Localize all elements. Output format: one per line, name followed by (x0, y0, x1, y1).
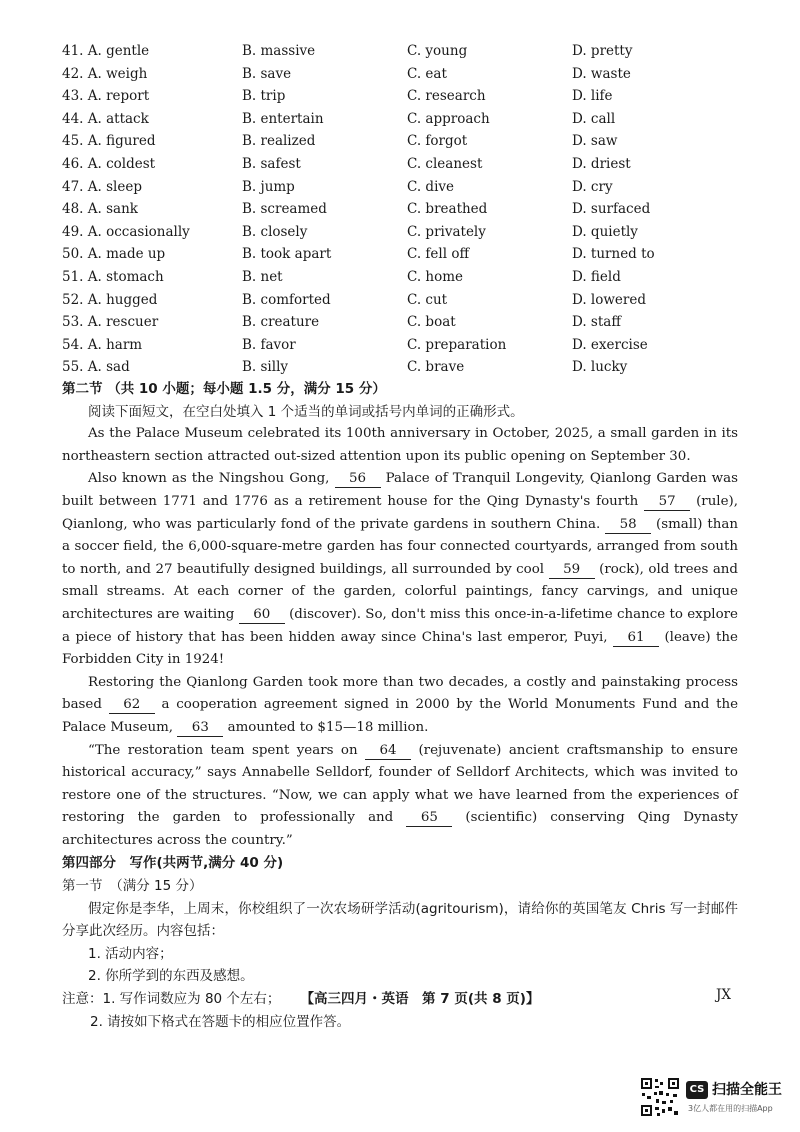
option-c[interactable]: C. cut (407, 291, 448, 308)
option-d[interactable]: D. exercise (572, 336, 648, 353)
option-b[interactable]: B. silly (242, 359, 289, 376)
cs-logo-icon: CS (686, 1081, 708, 1099)
question-row (62, 266, 762, 289)
writing-item-2: 2. 你所学到的东西及感想。 (88, 968, 254, 985)
writing-item-1: 1. 活动内容； (88, 945, 173, 962)
blank-62[interactable]: 62 (109, 697, 155, 714)
blank-63[interactable]: 63 (177, 720, 223, 737)
option-a[interactable]: 50. A. made up (62, 246, 166, 263)
blank-56[interactable]: 56 (335, 471, 381, 488)
section-2-instruction: 阅读下面短文，在空白处填入 1 个适当的单词或括号内单词的正确形式。 (88, 403, 524, 420)
option-a[interactable]: 51. A. stomach (62, 268, 164, 285)
passage-paragraph-2: Also known as the Ningshou Gong, 56 Palace of Tranquil Longevity, Qianlong Garden was built between 1771 and 1776 as a retirement house for the Qing Dynasty's fourth 57 (rule), Qianlong, who was particularly fond of the private gardens in southern China. 58 (small) than a soccer field, the 6,000-square-metre garden has four connected courtyards, arranged from south to north, and 27 beautifully designed buildings, all surrounded by cool 59 (rock), old trees and small streams. At each corner of the garden, colorful paintings, fancy carvings, and unique architectures are waiting 60 (discover). So, don't miss this once-in-a-lifetime chance to explore a piece of history that has been hidden away since China's last emperor, Puyi, 61 (leave) the Forbidden City in 1924! (62, 471, 738, 668)
blank-60[interactable]: 60 (239, 607, 285, 624)
option-d[interactable]: D. driest (572, 155, 631, 172)
question-row (62, 153, 762, 176)
option-d[interactable]: D. waste (572, 65, 631, 82)
option-b[interactable]: B. trip (242, 88, 286, 105)
option-b[interactable]: B. comforted (242, 291, 331, 308)
option-c[interactable]: C. dive (407, 178, 455, 195)
option-c[interactable]: C. breathed (407, 201, 488, 218)
option-b[interactable]: B. entertain (242, 110, 324, 127)
option-d[interactable]: D. lucky (572, 359, 628, 376)
option-b[interactable]: B. net (242, 268, 283, 285)
qr-code-icon (640, 1077, 680, 1117)
option-a[interactable]: 45. A. figured (62, 133, 156, 150)
option-b[interactable]: B. jump (242, 178, 295, 195)
option-d[interactable]: D. pretty (572, 43, 633, 59)
option-c[interactable]: C. research (407, 88, 486, 105)
option-c[interactable]: C. privately (407, 223, 486, 240)
blank-58[interactable]: 58 (605, 517, 651, 534)
option-b[interactable]: B. realized (242, 133, 316, 150)
blank-64[interactable]: 64 (365, 743, 411, 760)
option-a[interactable]: 47. A. sleep (62, 178, 142, 195)
option-a[interactable]: 41. A. gentle (62, 43, 150, 59)
option-b[interactable]: B. save (242, 65, 292, 82)
question-row (62, 289, 762, 312)
option-a[interactable]: 48. A. sank (62, 201, 138, 218)
question-row (62, 198, 762, 221)
options-table (62, 40, 762, 379)
option-d[interactable]: D. cry (572, 178, 613, 195)
option-d[interactable]: D. staff (572, 314, 621, 331)
option-a[interactable]: 52. A. hugged (62, 291, 158, 308)
part-4-sub-heading: 第一节 （满分 15 分） (62, 878, 203, 895)
writing-note-2: 2. 请按如下格式在答题卡的相应位置作答。 (90, 1013, 351, 1030)
passage-paragraph-4: “The restoration team spent years on 64 (rejuvenate) ancient craftsmanship to ensure historical accuracy,” says Annabelle Selldorf, founder of Selldorf Architects, which was invited to restore one of the structures. “Now, we can apply what we have learned from the experiences of restoring the garden to professionally and 65 (scientific) conserving Qing Dynasty architectures across the country.” (62, 742, 738, 848)
option-c[interactable]: C. forgot (407, 133, 468, 150)
section-2 (62, 378, 738, 1033)
option-a[interactable]: 42. A. weigh (62, 65, 148, 82)
option-b[interactable]: B. safest (242, 155, 301, 172)
option-a[interactable]: 43. A. report (62, 88, 150, 105)
option-c[interactable]: C. cleanest (407, 155, 483, 172)
part-4-heading: 第四部分 写作(共两节,满分 40 分) (62, 855, 284, 872)
option-d[interactable]: D. lowered (572, 291, 646, 308)
option-b[interactable]: B. screamed (242, 201, 327, 218)
option-b[interactable]: B. took apart (242, 246, 332, 263)
option-c[interactable]: C. young (407, 43, 468, 59)
option-d[interactable]: D. life (572, 88, 613, 105)
question-row (62, 130, 762, 153)
option-c[interactable]: C. eat (407, 65, 447, 82)
scanner-app-name: 扫描全能王 (712, 1082, 782, 1098)
question-row (62, 85, 762, 108)
question-row (62, 176, 762, 199)
scanner-tagline: 3亿人都在用的扫描App (688, 1104, 773, 1113)
page-number: 【高三四月・英语 第 7 页(共 8 页)】 (300, 991, 540, 1007)
option-a[interactable]: 49. A. occasionally (62, 223, 190, 240)
option-b[interactable]: B. massive (242, 43, 316, 59)
option-c[interactable]: C. fell off (407, 246, 470, 263)
question-row (62, 40, 762, 63)
scanner-watermark (640, 1077, 790, 1121)
option-d[interactable]: D. saw (572, 133, 618, 150)
writing-prompt: 假定你是李华，上周末，你校组织了一次农场研学活动(agritourism)，请给你的英国笔友 Chris 写一封邮件分享此次经历。内容包括： (62, 900, 738, 940)
option-d[interactable]: D. call (572, 110, 616, 127)
passage-paragraph-1: As the Palace Museum celebrated its 100th anniversary in October, 2025, a small garden in its northeastern section attracted out-sized attention upon its public opening on September 30. (62, 426, 738, 464)
blank-57[interactable]: 57 (644, 494, 690, 511)
passage-paragraph-3: Restoring the Qianlong Garden took more than two decades, a costly and painstaking process based 62 a cooperation agreement signed in 2000 by the World Monuments Fund and the Palace Museum, 63 amounted to $15—18 million. (62, 674, 738, 735)
option-a[interactable]: 46. A. coldest (62, 155, 156, 172)
question-row (62, 243, 762, 266)
section-2-heading: 第二节 （共 10 小题；每小题 1.5 分，满分 15 分） (62, 381, 386, 397)
option-c[interactable]: C. preparation (407, 336, 507, 353)
option-d[interactable]: D. turned to (572, 246, 655, 263)
footer-code: JX (716, 987, 732, 1003)
question-row (62, 356, 762, 379)
option-d[interactable]: D. surfaced (572, 201, 651, 218)
option-b[interactable]: B. favor (242, 336, 296, 353)
option-d[interactable]: D. quietly (572, 223, 638, 240)
option-b[interactable]: B. closely (242, 223, 308, 240)
question-row (62, 108, 762, 131)
question-row (62, 221, 762, 244)
option-a[interactable]: 44. A. attack (62, 110, 149, 127)
blank-65[interactable]: 65 (406, 810, 452, 827)
option-c[interactable]: C. boat (407, 314, 456, 331)
option-a[interactable]: 55. A. sad (62, 359, 130, 376)
question-row (62, 63, 762, 86)
option-a[interactable]: 53. A. rescuer (62, 314, 159, 331)
option-c[interactable]: C. approach (407, 110, 490, 127)
option-b[interactable]: B. creature (242, 314, 320, 331)
blank-61[interactable]: 61 (613, 630, 659, 647)
option-d[interactable]: D. field (572, 268, 621, 285)
option-c[interactable]: C. brave (407, 359, 465, 376)
blank-59[interactable]: 59 (549, 562, 595, 579)
option-a[interactable]: 54. A. harm (62, 336, 143, 353)
writing-note-1: 注意：1. 写作词数应为 80 个左右； (62, 991, 281, 1008)
question-row (62, 334, 762, 357)
question-row (62, 311, 762, 334)
option-c[interactable]: C. home (407, 268, 464, 285)
